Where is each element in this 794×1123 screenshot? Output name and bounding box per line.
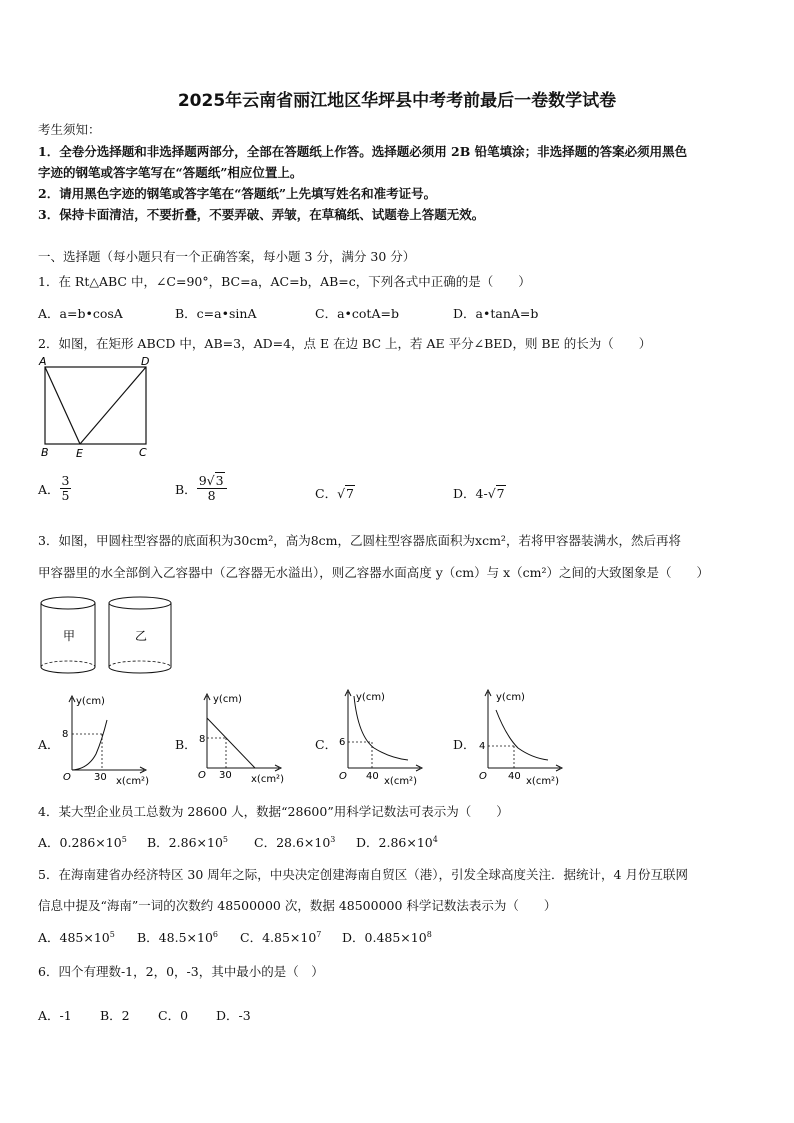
svg-text:y(cm): y(cm) — [213, 694, 242, 705]
q2-option-d: D．4-√7 — [453, 486, 505, 501]
section-heading: 一、选择题（每小题只有一个正确答案，每小题 3 分，满分 30 分） — [38, 249, 416, 264]
q3-stem-line1: 3．如图，甲圆柱型容器的底面积为30cm²，高为8cm，乙圆柱型容器底面积为xcm²，若将甲容器装满水，然后再将 — [38, 533, 681, 548]
q2-stem: 2．如图，在矩形 ABCD 中，AB=3，AD=4，点 E 在边 BC 上，若 AE 平分∠BED，则 BE 的长为（ ） — [38, 336, 652, 351]
q4-stem: 4．某大型企业员工总数为 28600 人，数据“28600”用科学记数法可表示为（ ） — [38, 804, 509, 819]
q1-option-d: D．a•tanA=b — [453, 306, 539, 321]
q3-option-d-label: D． — [453, 737, 476, 752]
q2-label-c: C — [139, 446, 147, 459]
q4-option-c: C．$28.6\times 10^3$ — [254, 834, 336, 850]
q1-option-c: C．a•cotA=b — [315, 306, 399, 321]
svg-text:40: 40 — [366, 771, 379, 782]
svg-text:y(cm): y(cm) — [356, 692, 385, 703]
q2-option-a: A． $\frac{3}{5}$ — [38, 473, 70, 504]
q3-option-a-graph — [58, 692, 158, 788]
svg-text:8: 8 — [62, 729, 69, 740]
q1-option-b: B．c=a•sinA — [175, 306, 257, 321]
q2-option-b: B． $\frac{9√3}{8}$ — [175, 474, 227, 504]
q2-label-d: D — [141, 355, 150, 368]
q6-stem: 6．四个有理数-1，2，0，-3，其中最小的是（ ） — [38, 964, 324, 979]
svg-text:x(cm²): x(cm²) — [526, 776, 559, 786]
q3-option-c-label: C． — [315, 737, 338, 752]
q6-option-d: D．-3 — [216, 1008, 251, 1023]
q6-option-a: A．-1 — [38, 1008, 72, 1023]
q2-label-b: B — [41, 446, 49, 459]
svg-text:O: O — [479, 771, 487, 782]
svg-text:x(cm²): x(cm²) — [251, 774, 284, 785]
svg-text:y(cm): y(cm) — [496, 692, 525, 703]
svg-text:30: 30 — [219, 770, 232, 781]
svg-text:30: 30 — [94, 772, 107, 783]
svg-text:6: 6 — [339, 737, 346, 748]
q2-label-a: A — [39, 355, 47, 368]
svg-text:4: 4 — [479, 741, 486, 752]
q3-option-d-graph — [474, 686, 574, 786]
page-title: 2025年云南省丽江地区华坪县中考考前最后一卷数学试卷 — [177, 91, 617, 111]
q5-option-b: B．$48.5\times 10^6$ — [137, 929, 218, 945]
q1-stem: 1．在 Rt△ABC 中，∠C=90°，BC=a，AC=b，AB=c，下列各式中正确的是（ ） — [38, 274, 531, 289]
q3-cylinders-figure — [36, 592, 186, 682]
q3-stem-line2: 甲容器里的水全部倒入乙容器中（乙容器无水溢出），则乙容器水面高度 y（cm）与 x（cm²）之间的大致图象是（ ） — [38, 565, 710, 580]
notice-line1a: 1．全卷分选择题和非选择题两部分，全部在答题纸上作答。选择题必须用 2B 铅笔填涂；非选择题的答案必须用黑色 — [38, 144, 688, 159]
q1-option-a: A．a=b•cosA — [38, 306, 123, 321]
svg-text:x(cm²): x(cm²) — [384, 776, 417, 786]
q2-rectangle-figure — [36, 352, 156, 462]
q3-option-c-graph — [334, 686, 434, 786]
q6-option-b: B．2 — [100, 1008, 130, 1023]
notice-line2: 2．请用黑色字迹的钢笔或答字笔在“答题纸”上先填写姓名和准考证号。 — [38, 186, 437, 201]
svg-text:O: O — [63, 772, 71, 783]
q3-option-b-label: B． — [175, 737, 197, 752]
q5-option-a: A．$485\times 10^5$ — [38, 929, 115, 945]
svg-text:y(cm): y(cm) — [76, 696, 105, 707]
q4-option-d: D．$2.86\times 10^4$ — [356, 834, 438, 850]
cylinder-label-jia: 甲 — [63, 629, 76, 643]
q5-option-c: C．$4.85\times 10^7$ — [240, 929, 322, 945]
q3-option-a-label: A． — [38, 737, 60, 752]
svg-text:x(cm²): x(cm²) — [116, 776, 149, 787]
q2-label-e: E — [76, 447, 83, 460]
q4-option-a: A．$0.286\times 10^5$ — [38, 834, 127, 850]
svg-text:8: 8 — [199, 734, 206, 745]
q5-stem-line1: 5．在海南建省办经济特区 30 周年之际，中央决定创建海南自贸区（港），引发全球高度关注．据统计，4 月份互联网 — [38, 867, 688, 882]
svg-text:O: O — [198, 770, 206, 781]
q4-option-b: B．$2.86\times 10^5$ — [147, 834, 228, 850]
q5-stem-line2: 信息中提及“海南”一词的次数约 48500000 次，数据 48500000 科学记数法表示为（ ） — [38, 898, 557, 913]
notice-line3: 3．保持卡面清洁，不要折叠，不要弄破、弄皱，在草稿纸、试题卷上答题无效。 — [38, 207, 485, 222]
cylinder-label-yi: 乙 — [135, 629, 148, 643]
svg-text:40: 40 — [508, 771, 521, 782]
q5-option-d: D．$0.485\times 10^8$ — [342, 929, 432, 945]
notice-line1b: 字迹的钢笔或答字笔写在“答题纸”相应位置上。 — [38, 165, 303, 180]
q6-option-c: C．0 — [158, 1008, 189, 1023]
q3-option-b-graph — [193, 690, 293, 786]
q2-option-c: C．√7 — [315, 486, 354, 501]
svg-text:O: O — [339, 771, 347, 782]
notice-header: 考生须知： — [38, 122, 101, 137]
